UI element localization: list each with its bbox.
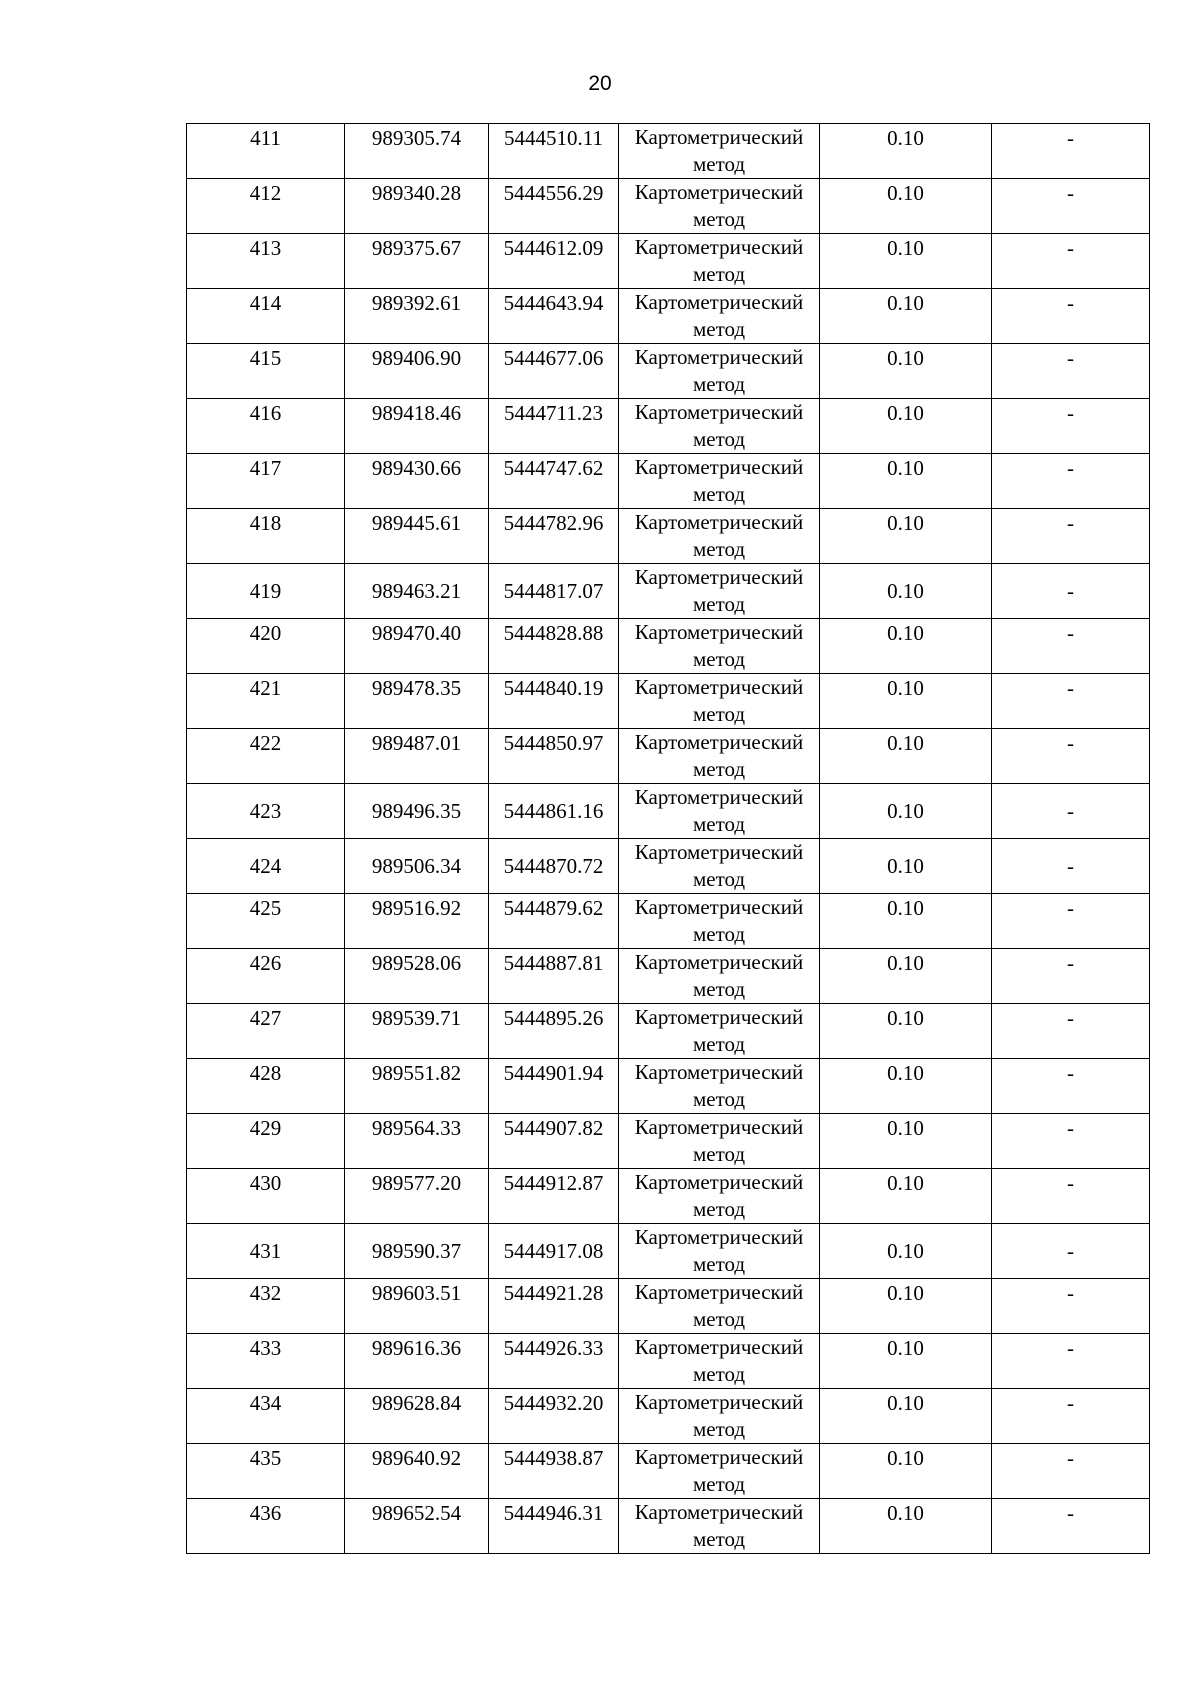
accuracy-cell: 0.10 [820,1499,992,1554]
point-number-cell: 436 [187,1499,345,1554]
x-coordinate-cell: 989340.28 [345,179,489,234]
table-row [187,949,1150,1004]
point-number-cell: 429 [187,1114,345,1169]
x-coordinate-cell: 989640.92 [345,1444,489,1499]
description-cell: - [992,124,1150,179]
accuracy-cell: 0.10 [820,619,992,674]
table-row [187,1334,1150,1389]
description-cell: - [992,344,1150,399]
point-number-cell: 432 [187,1279,345,1334]
accuracy-cell: 0.10 [820,344,992,399]
method-line-2: метод [692,372,746,396]
method-line-2: метод [692,1032,746,1056]
table-row [187,399,1150,454]
accuracy-cell: 0.10 [820,729,992,784]
accuracy-cell: 0.10 [820,1059,992,1114]
table-row [187,1444,1150,1499]
y-coordinate-cell: 5444907.82 [489,1114,619,1169]
point-number-cell: 412 [187,179,345,234]
table-row [187,839,1150,894]
method-cell [619,784,820,839]
point-number-cell: 413 [187,234,345,289]
method-cell [619,564,820,619]
y-coordinate-cell: 5444921.28 [489,1279,619,1334]
table-row [187,1004,1150,1059]
x-coordinate-cell: 989470.40 [345,619,489,674]
method-cell [619,674,820,729]
accuracy-cell: 0.10 [820,1169,992,1224]
method-cell [619,894,820,949]
method-line-1: Картометрический [634,675,804,699]
accuracy-cell: 0.10 [820,564,992,619]
method-line-1: Картометрический [634,1280,804,1304]
method-line-2: метод [692,207,746,231]
y-coordinate-cell: 5444917.08 [489,1224,619,1279]
y-coordinate-cell: 5444946.31 [489,1499,619,1554]
method-line-2: метод [692,1197,746,1221]
table-row [187,1279,1150,1334]
x-coordinate-cell: 989305.74 [345,124,489,179]
y-coordinate-cell: 5444887.81 [489,949,619,1004]
point-number-cell: 421 [187,674,345,729]
x-coordinate-cell: 989516.92 [345,894,489,949]
table-row [187,509,1150,564]
method-line-2: метод [692,647,746,671]
description-cell: - [992,1334,1150,1389]
method-line-1: Картометрический [634,1390,804,1414]
table-row [187,1224,1150,1279]
y-coordinate-cell: 5444817.07 [489,564,619,619]
x-coordinate-cell: 989463.21 [345,564,489,619]
description-cell: - [992,1059,1150,1114]
y-coordinate-cell: 5444879.62 [489,894,619,949]
x-coordinate-cell: 989496.35 [345,784,489,839]
x-coordinate-cell: 989564.33 [345,1114,489,1169]
method-cell [619,1499,820,1554]
accuracy-cell: 0.10 [820,1224,992,1279]
description-cell: - [992,894,1150,949]
point-number-cell: 415 [187,344,345,399]
description-cell: - [992,619,1150,674]
coordinates-table [186,123,1150,1554]
method-cell [619,1059,820,1114]
point-number-cell: 433 [187,1334,345,1389]
method-line-1: Картометрический [634,345,804,369]
point-number-cell: 414 [187,289,345,344]
method-cell [619,949,820,1004]
table-row [187,234,1150,289]
point-number-cell: 423 [187,784,345,839]
method-line-2: метод [692,1307,746,1331]
x-coordinate-cell: 989551.82 [345,1059,489,1114]
x-coordinate-cell: 989506.34 [345,839,489,894]
description-cell: - [992,454,1150,509]
method-line-1: Картометрический [634,785,804,809]
description-cell: - [992,289,1150,344]
method-cell [619,619,820,674]
accuracy-cell: 0.10 [820,674,992,729]
description-cell: - [992,564,1150,619]
description-cell: - [992,179,1150,234]
x-coordinate-cell: 989406.90 [345,344,489,399]
table-row [187,1114,1150,1169]
method-line-2: метод [692,812,746,836]
method-cell [619,399,820,454]
method-cell [619,289,820,344]
method-cell [619,344,820,399]
method-cell [619,509,820,564]
x-coordinate-cell: 989528.06 [345,949,489,1004]
method-line-1: Картометрический [634,620,804,644]
point-number-cell: 434 [187,1389,345,1444]
accuracy-cell: 0.10 [820,399,992,454]
point-number-cell: 427 [187,1004,345,1059]
description-cell: - [992,784,1150,839]
method-line-2: метод [692,1252,746,1276]
description-cell: - [992,729,1150,784]
method-line-1: Картометрический [634,1445,804,1469]
method-cell [619,1004,820,1059]
method-cell [619,454,820,509]
table-row [187,674,1150,729]
method-cell [619,1114,820,1169]
point-number-cell: 418 [187,509,345,564]
x-coordinate-cell: 989375.67 [345,234,489,289]
point-number-cell: 428 [187,1059,345,1114]
method-line-2: метод [692,867,746,891]
table-row [187,619,1150,674]
method-line-2: метод [692,977,746,1001]
x-coordinate-cell: 989392.61 [345,289,489,344]
method-line-1: Картометрический [634,1115,804,1139]
table-row [187,894,1150,949]
table-row [187,1499,1150,1554]
accuracy-cell: 0.10 [820,1444,992,1499]
method-line-1: Картометрический [634,1500,804,1524]
description-cell: - [992,1279,1150,1334]
y-coordinate-cell: 5444747.62 [489,454,619,509]
accuracy-cell: 0.10 [820,1004,992,1059]
x-coordinate-cell: 989430.66 [345,454,489,509]
accuracy-cell: 0.10 [820,1334,992,1389]
point-number-cell: 431 [187,1224,345,1279]
point-number-cell: 416 [187,399,345,454]
accuracy-cell: 0.10 [820,289,992,344]
table-row [187,454,1150,509]
description-cell: - [992,509,1150,564]
accuracy-cell: 0.10 [820,1114,992,1169]
method-line-2: метод [692,922,746,946]
method-line-1: Картометрический [634,1225,804,1249]
y-coordinate-cell: 5444912.87 [489,1169,619,1224]
x-coordinate-cell: 989478.35 [345,674,489,729]
method-cell [619,839,820,894]
x-coordinate-cell: 989652.54 [345,1499,489,1554]
table-row [187,564,1150,619]
page-number: 20 [588,72,612,95]
x-coordinate-cell: 989445.61 [345,509,489,564]
method-line-2: метод [692,757,746,781]
method-line-1: Картометрический [634,400,804,424]
method-line-2: метод [692,482,746,506]
method-line-2: метод [692,152,746,176]
method-line-1: Картометрический [634,730,804,754]
point-number-cell: 422 [187,729,345,784]
x-coordinate-cell: 989590.37 [345,1224,489,1279]
y-coordinate-cell: 5444643.94 [489,289,619,344]
y-coordinate-cell: 5444870.72 [489,839,619,894]
y-coordinate-cell: 5444901.94 [489,1059,619,1114]
table-row [187,1059,1150,1114]
point-number-cell: 430 [187,1169,345,1224]
y-coordinate-cell: 5444926.33 [489,1334,619,1389]
description-cell: - [992,674,1150,729]
x-coordinate-cell: 989616.36 [345,1334,489,1389]
accuracy-cell: 0.10 [820,179,992,234]
method-line-2: метод [692,702,746,726]
method-cell [619,179,820,234]
table-row [187,784,1150,839]
method-cell [619,1444,820,1499]
y-coordinate-cell: 5444938.87 [489,1444,619,1499]
method-cell [619,729,820,784]
y-coordinate-cell: 5444510.11 [489,124,619,179]
method-line-1: Картометрический [634,290,804,314]
method-line-2: метод [692,262,746,286]
table-row [187,179,1150,234]
description-cell: - [992,234,1150,289]
method-line-1: Картометрический [634,235,804,259]
y-coordinate-cell: 5444840.19 [489,674,619,729]
method-line-2: метод [692,1527,746,1551]
description-cell: - [992,399,1150,454]
y-coordinate-cell: 5444556.29 [489,179,619,234]
x-coordinate-cell: 989539.71 [345,1004,489,1059]
method-line-1: Картометрический [634,1005,804,1029]
table-row [187,289,1150,344]
method-line-1: Картометрический [634,565,804,589]
method-line-1: Картометрический [634,950,804,974]
point-number-cell: 420 [187,619,345,674]
table-row [187,344,1150,399]
method-cell [619,124,820,179]
accuracy-cell: 0.10 [820,1389,992,1444]
method-line-1: Картометрический [634,840,804,864]
y-coordinate-cell: 5444782.96 [489,509,619,564]
method-line-2: метод [692,1087,746,1111]
accuracy-cell: 0.10 [820,784,992,839]
y-coordinate-cell: 5444932.20 [489,1389,619,1444]
method-line-1: Картометрический [634,895,804,919]
point-number-cell: 419 [187,564,345,619]
y-coordinate-cell: 5444850.97 [489,729,619,784]
accuracy-cell: 0.10 [820,454,992,509]
method-cell [619,1334,820,1389]
method-cell [619,1279,820,1334]
accuracy-cell: 0.10 [820,949,992,1004]
method-line-2: метод [692,537,746,561]
point-number-cell: 417 [187,454,345,509]
point-number-cell: 411 [187,124,345,179]
method-line-1: Картометрический [634,1060,804,1084]
method-line-2: метод [692,1142,746,1166]
x-coordinate-cell: 989628.84 [345,1389,489,1444]
y-coordinate-cell: 5444612.09 [489,234,619,289]
description-cell: - [992,1499,1150,1554]
y-coordinate-cell: 5444895.26 [489,1004,619,1059]
method-line-2: метод [692,1417,746,1441]
method-line-1: Картометрический [634,1335,804,1359]
method-line-1: Картометрический [634,1170,804,1194]
description-cell: - [992,1389,1150,1444]
accuracy-cell: 0.10 [820,124,992,179]
y-coordinate-cell: 5444677.06 [489,344,619,399]
method-line-2: метод [692,1362,746,1386]
method-line-1: Картометрический [634,455,804,479]
x-coordinate-cell: 989418.46 [345,399,489,454]
accuracy-cell: 0.10 [820,234,992,289]
point-number-cell: 426 [187,949,345,1004]
y-coordinate-cell: 5444711.23 [489,399,619,454]
method-line-2: метод [692,317,746,341]
accuracy-cell: 0.10 [820,839,992,894]
point-number-cell: 425 [187,894,345,949]
accuracy-cell: 0.10 [820,894,992,949]
x-coordinate-cell: 989603.51 [345,1279,489,1334]
coordinates-table-body [187,124,1150,1554]
table-row [187,729,1150,784]
method-line-1: Картометрический [634,180,804,204]
description-cell: - [992,1444,1150,1499]
method-line-1: Картометрический [634,125,804,149]
accuracy-cell: 0.10 [820,1279,992,1334]
method-cell [619,1169,820,1224]
description-cell: - [992,1169,1150,1224]
description-cell: - [992,1114,1150,1169]
point-number-cell: 424 [187,839,345,894]
description-cell: - [992,1224,1150,1279]
method-line-2: метод [692,1472,746,1496]
y-coordinate-cell: 5444861.16 [489,784,619,839]
accuracy-cell: 0.10 [820,509,992,564]
x-coordinate-cell: 989577.20 [345,1169,489,1224]
method-line-1: Картометрический [634,510,804,534]
table-row [187,124,1150,179]
table-row [187,1169,1150,1224]
y-coordinate-cell: 5444828.88 [489,619,619,674]
description-cell: - [992,839,1150,894]
method-cell [619,1224,820,1279]
table-row [187,1389,1150,1444]
description-cell: - [992,1004,1150,1059]
method-line-2: метод [692,427,746,451]
point-number-cell: 435 [187,1444,345,1499]
description-cell: - [992,949,1150,1004]
method-cell [619,1389,820,1444]
method-line-2: метод [692,592,746,616]
method-cell [619,234,820,289]
x-coordinate-cell: 989487.01 [345,729,489,784]
